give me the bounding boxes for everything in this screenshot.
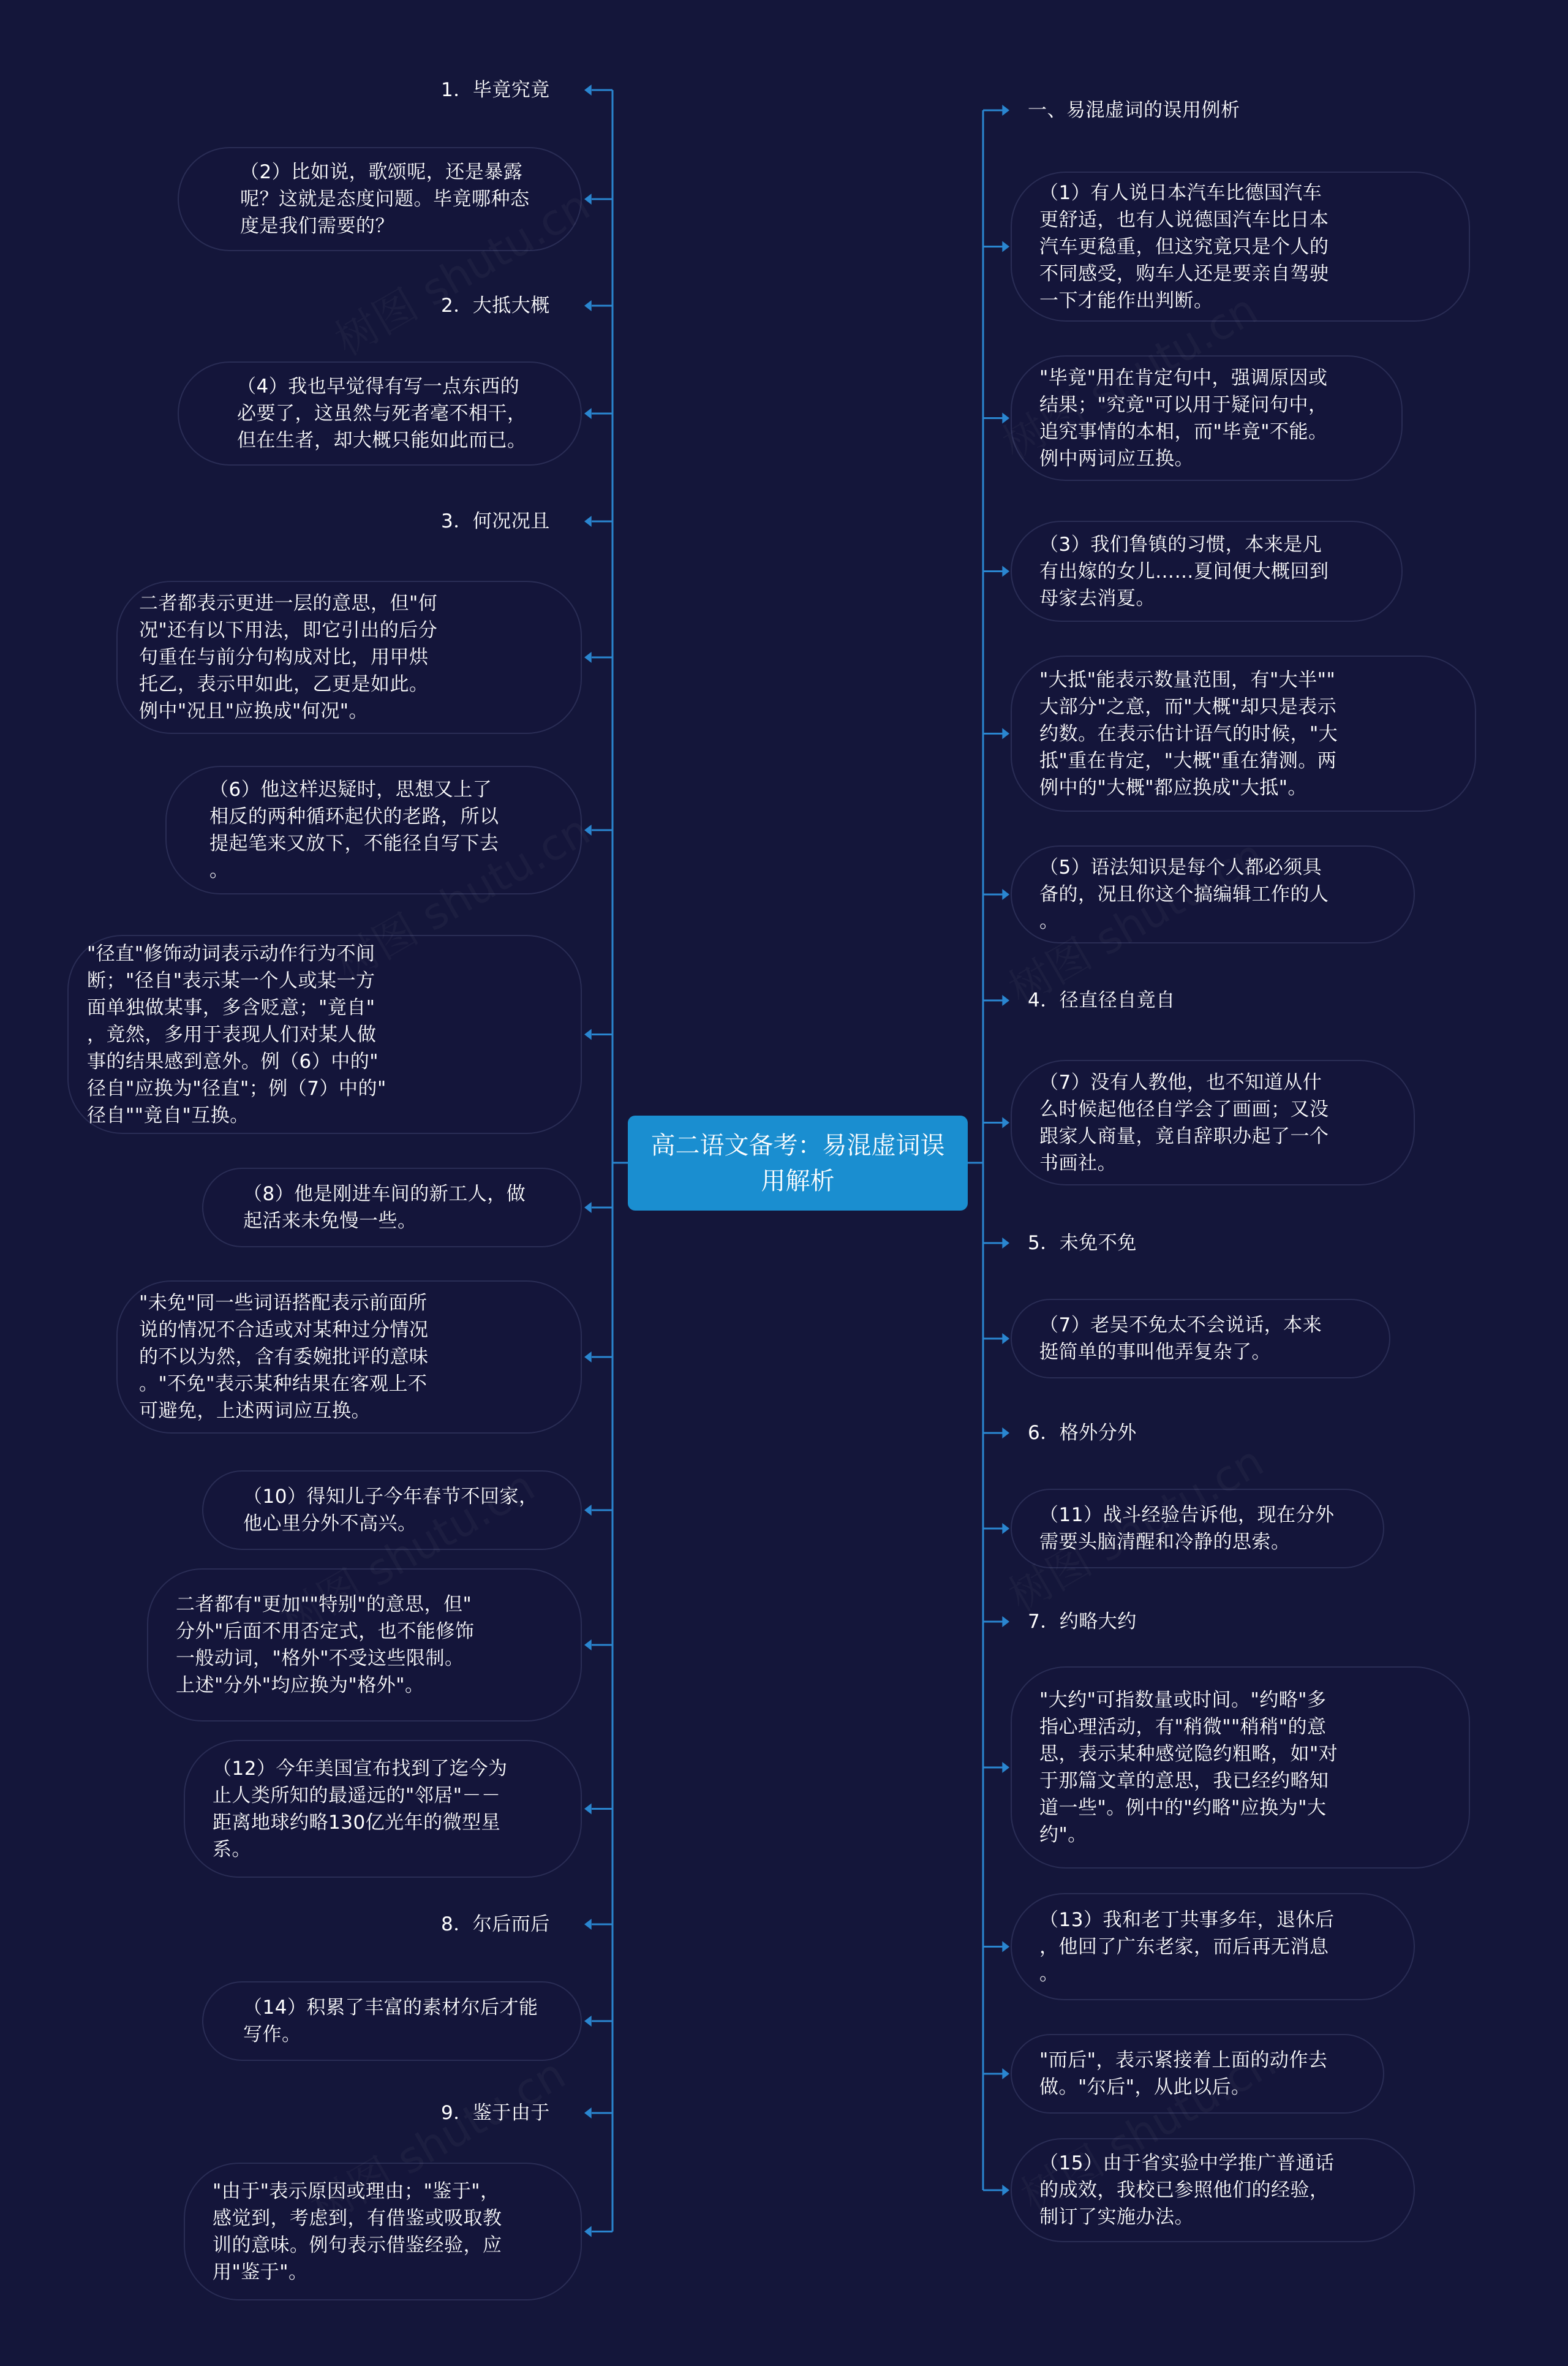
right-node-8[interactable]: （7）没有人教他，也不知道从什 么时候起他径自学会了画画；又没 跟家人商量，竟自辞职办起了一个 书画社。 bbox=[1011, 1060, 1415, 1185]
arrow-head-right bbox=[1002, 241, 1009, 252]
right-node-12[interactable]: （11）战斗经验告诉他，现在分外 需要头脑清醒和冷静的思索。 bbox=[1011, 1489, 1384, 1568]
right-node-5[interactable]: "大抵"能表示数量范围，有"大半"" 大部分"之意，而"大概"却只是表示 约数。在表示估计语气的时候，"大 抵"重在肯定，"大概"重在猜测。两 例中的"大概"都应换成"大抵"。 bbox=[1011, 656, 1476, 812]
arrow-head-right bbox=[1002, 1427, 1009, 1438]
right-node-13[interactable]: 7．约略大约 bbox=[1028, 1611, 1137, 1633]
arrow-head-left bbox=[584, 408, 592, 419]
left-node-10[interactable]: "未免"同一些词语搭配表示前面所 说的情况不合适或对某种过分情况 的不以为然，含有委婉批评的意味 。"不免"表示某种结果在客观上不 可避免，上述两词应互换。 bbox=[116, 1280, 582, 1434]
right-node-14[interactable]: "大约"可指数量或时间。"约略"多 指心理活动，有"稍微""稍稍"的意 思，表示某种感觉隐约粗略，如"对 于那篇文章的意思，我已经约略知 道一些"。例中的"约略"应换为"大 约"。 bbox=[1011, 1666, 1470, 1869]
left-node-4[interactable]: （4）我也早觉得有写一点东西的 必要了，这虽然与死者毫不相干， 但在生者，却大概只能如此而已。 bbox=[178, 361, 582, 466]
arrow-head-right bbox=[1002, 105, 1009, 116]
arrow-head-left bbox=[584, 1029, 592, 1040]
left-node-8[interactable]: "径直"修饰动词表示动作行为不间 断；"径自"表示某一个人或某一方 面单独做某事，多含贬意；"竟自" ，竟然，多用于表现人们对某人做 事的结果感到意外。例（6）中的" 径自"应换为"径直"；例（7）中的" 径自""竟自"互换。 bbox=[67, 935, 582, 1134]
arrow-head-right bbox=[1002, 1333, 1009, 1344]
arrow-head-right bbox=[1002, 1117, 1009, 1128]
right-node-17[interactable]: （15）由于省实验中学推广普通话 的成效，我校已参照他们的经验， 制订了实施办法。 bbox=[1011, 2138, 1415, 2242]
left-node-1[interactable]: 1．毕竟究竟 bbox=[441, 79, 550, 101]
arrow-head-left bbox=[584, 1202, 592, 1213]
left-node-13[interactable]: （12）今年美国宣布找到了迄今为 止人类所知的最遥远的"邻居"－－ 距离地球约略130亿光年的微型星 系。 bbox=[184, 1740, 582, 1878]
left-node-16[interactable]: 9．鉴于由于 bbox=[441, 2102, 550, 2124]
arrow-head-left bbox=[584, 194, 592, 205]
arrow-head-right bbox=[1002, 566, 1009, 577]
arrow-head-right bbox=[1002, 413, 1009, 424]
right-node-10[interactable]: （7）老吴不免太不会说话，本来 挺简单的事叫他弄复杂了。 bbox=[1011, 1299, 1390, 1378]
left-node-9[interactable]: （8）他是刚进车间的新工人，做 起活来未免慢一些。 bbox=[202, 1168, 582, 1247]
right-node-3[interactable]: "毕竟"用在肯定句中，强调原因或 结果；"究竟"可以用于疑问句中， 追究事情的本相，而"毕竟"不能。 例中两词应互换。 bbox=[1011, 355, 1403, 481]
left-node-15[interactable]: （14）积累了丰富的素材尔后才能 写作。 bbox=[202, 1981, 582, 2061]
arrow-head-right bbox=[1002, 1941, 1009, 1952]
left-node-17[interactable]: "由于"表示原因或理由；"鉴于"， 感觉到，考虑到，有借鉴或吸取教 训的意味。例句表示借鉴经验，应 用"鉴于"。 bbox=[184, 2163, 582, 2300]
arrow-head-left bbox=[584, 1804, 592, 1815]
right-node-7[interactable]: 4．径直径自竟自 bbox=[1028, 989, 1175, 1011]
arrow-head-left bbox=[584, 1351, 592, 1363]
arrow-head-right bbox=[1002, 995, 1009, 1006]
arrow-head-left bbox=[584, 2107, 592, 2118]
right-node-2[interactable]: （1）有人说日本汽车比德国汽车 更舒适，也有人说德国汽车比日本 汽车更稳重，但这究竟只是个人的 不同感受，购车人还是要亲自驾驶 一下才能作出判断。 bbox=[1011, 172, 1470, 322]
central-topic[interactable]: 高二语文备考：易混虚词误用解析 bbox=[628, 1116, 968, 1211]
left-node-7[interactable]: （6）他这样迟疑时，思想又上了 相反的两种循环起伏的老路，所以 提起笔来又放下，不能径自写下去 。 bbox=[165, 766, 582, 894]
arrow-head-left bbox=[584, 1919, 592, 1930]
right-node-11[interactable]: 6．格外分外 bbox=[1028, 1422, 1137, 1444]
right-node-4[interactable]: （3）我们鲁镇的习惯，本来是凡 有出嫁的女儿……夏间便大概回到 母家去消夏。 bbox=[1011, 521, 1403, 622]
right-node-6[interactable]: （5）语法知识是每个人都必须具 备的，况且你这个搞编辑工作的人 。 bbox=[1011, 845, 1415, 943]
arrow-head-right bbox=[1002, 889, 1009, 900]
arrow-head-right bbox=[1002, 1238, 1009, 1249]
left-node-14[interactable]: 8．尔后而后 bbox=[441, 1913, 550, 1935]
arrow-head-left bbox=[584, 516, 592, 527]
arrow-head-left bbox=[584, 1505, 592, 1516]
arrow-head-right bbox=[1002, 1762, 1009, 1773]
arrow-head-left bbox=[584, 2016, 592, 2027]
arrow-head-right bbox=[1002, 2068, 1009, 2079]
arrow-head-left bbox=[584, 85, 592, 96]
left-node-6[interactable]: 二者都表示更进一层的意思，但"何 况"还有以下用法，即它引出的后分 句重在与前分句构成对比，用甲烘 托乙，表示甲如此，乙更是如此。 例中"况且"应换成"何况"。 bbox=[116, 581, 582, 734]
arrow-head-left bbox=[584, 1639, 592, 1650]
right-node-15[interactable]: （13）我和老丁共事多年，退休后 ，他回了广东老家，而后再无消息 。 bbox=[1011, 1893, 1415, 2000]
left-node-5[interactable]: 3．何况况且 bbox=[441, 510, 550, 532]
left-node-11[interactable]: （10）得知儿子今年春节不回家， 他心里分外不高兴。 bbox=[202, 1470, 582, 1550]
left-node-2[interactable]: （2）比如说，歌颂呢，还是暴露 呢？这就是态度问题。毕竟哪种态 度是我们需要的？ bbox=[178, 147, 582, 251]
arrow-head-right bbox=[1002, 728, 1009, 739]
arrow-head-left bbox=[584, 652, 592, 663]
arrow-head-left bbox=[584, 2226, 592, 2237]
arrow-head-right bbox=[1002, 1523, 1009, 1534]
right-node-1[interactable]: 一、易混虚词的误用例析 bbox=[1028, 99, 1240, 121]
arrow-head-right bbox=[1002, 2185, 1009, 2196]
left-node-12[interactable]: 二者都有"更加""特别"的意思，但" 分外"后面不用否定式，也不能修饰 一般动词，"格外"不受这些限制。 上述"分外"均应换为"格外"。 bbox=[147, 1568, 582, 1722]
right-node-9[interactable]: 5．未免不免 bbox=[1028, 1232, 1137, 1254]
arrow-head-left bbox=[584, 300, 592, 311]
left-node-3[interactable]: 2．大抵大概 bbox=[441, 295, 550, 317]
arrow-head-right bbox=[1002, 1616, 1009, 1627]
arrow-head-left bbox=[584, 825, 592, 836]
right-node-16[interactable]: "而后"，表示紧接着上面的动作去 做。"尔后"，从此以后。 bbox=[1011, 2034, 1384, 2114]
